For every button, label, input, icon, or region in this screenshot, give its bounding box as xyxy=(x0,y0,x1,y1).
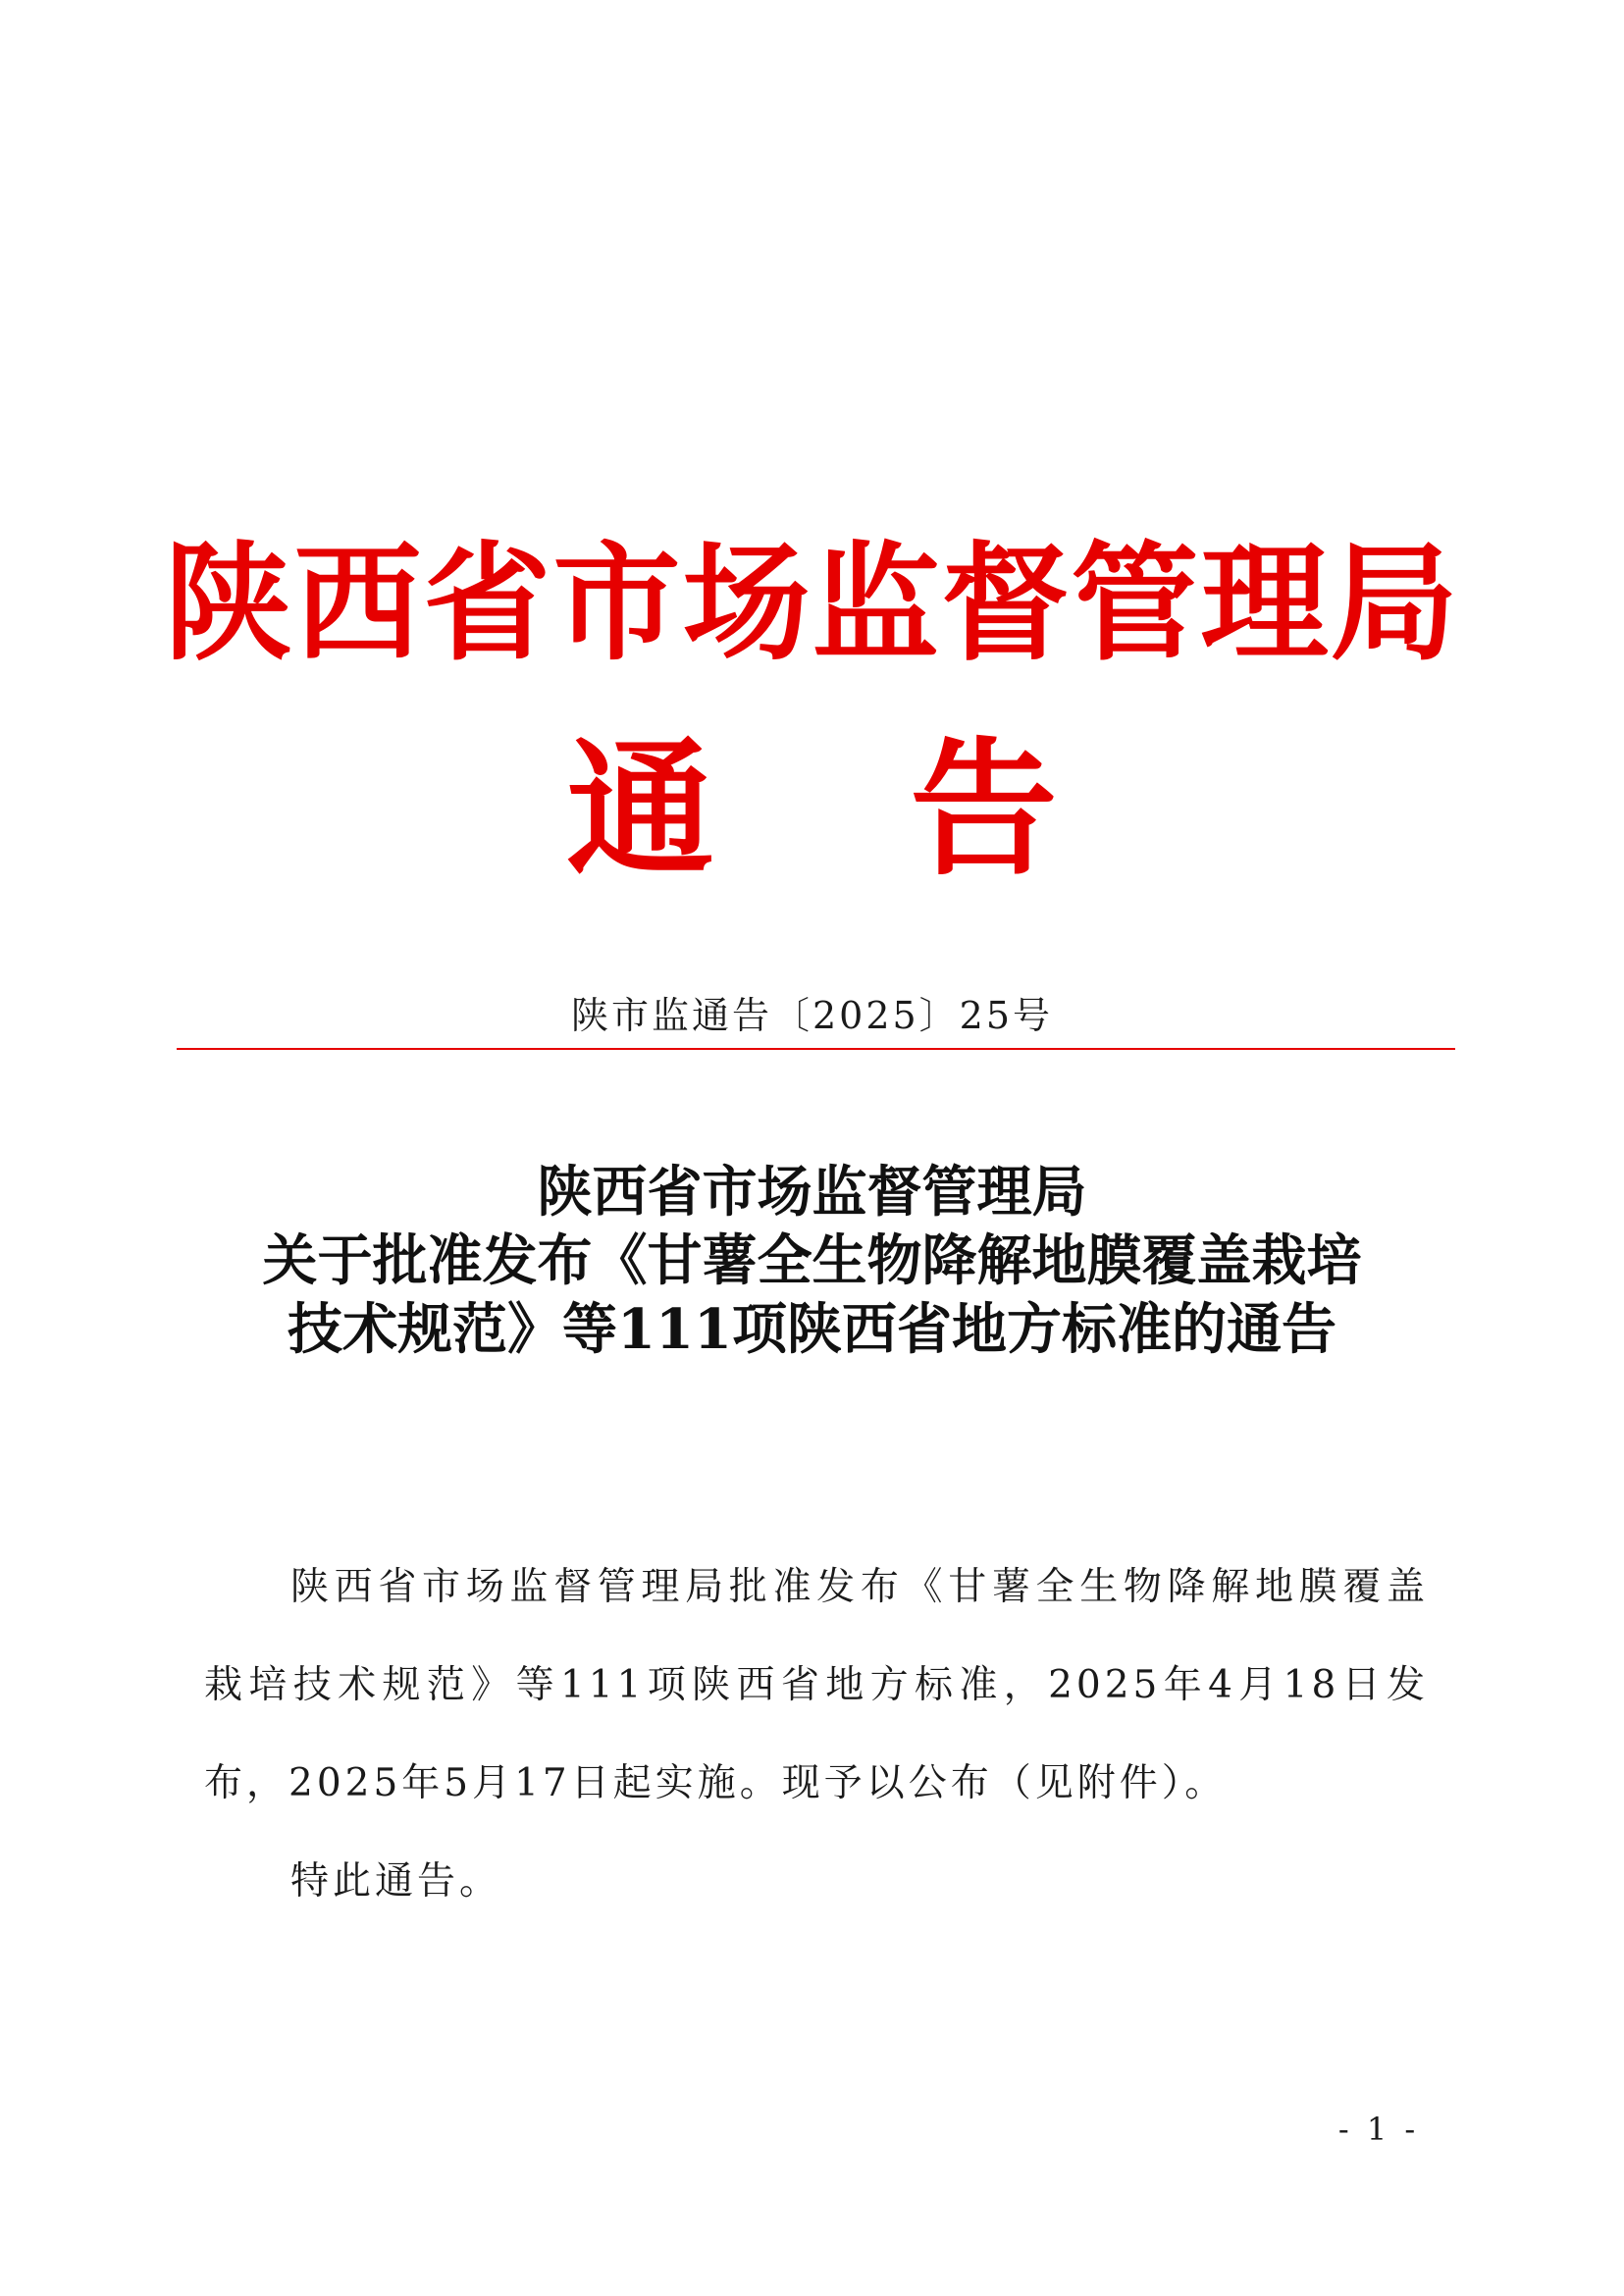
body-paragraph-1: 陕西省市场监督管理局批准发布《甘薯全生物降解地膜覆盖栽培技术规范》等111项陕西省地方标准，2025年4月18日发布，2025年5月17日起实施。现予以公布（见附件）。 xyxy=(204,1565,1429,1805)
masthead-agency-name: 陕西省市场监督管理局 xyxy=(164,528,1460,678)
title-line-1: 陕西省市场监督管理局 xyxy=(537,1160,1087,1225)
title-line-2: 关于批准发布《甘薯全生物降解地膜覆盖栽培 xyxy=(262,1228,1362,1293)
title-line-3: 技术规范》等111项陕西省地方标准的通告 xyxy=(288,1297,1336,1362)
body-paragraph-2: 特此通告。 xyxy=(290,1859,502,1904)
document-title xyxy=(0,1158,1624,1364)
document-number: 陕市监通告〔2025〕25号 xyxy=(570,994,1054,1037)
page-number: - 1 - xyxy=(1337,2111,1420,2148)
red-divider-line xyxy=(177,1048,1455,1050)
document-body xyxy=(204,1539,1429,1931)
masthead-notice-label: 通告 xyxy=(566,723,1254,896)
